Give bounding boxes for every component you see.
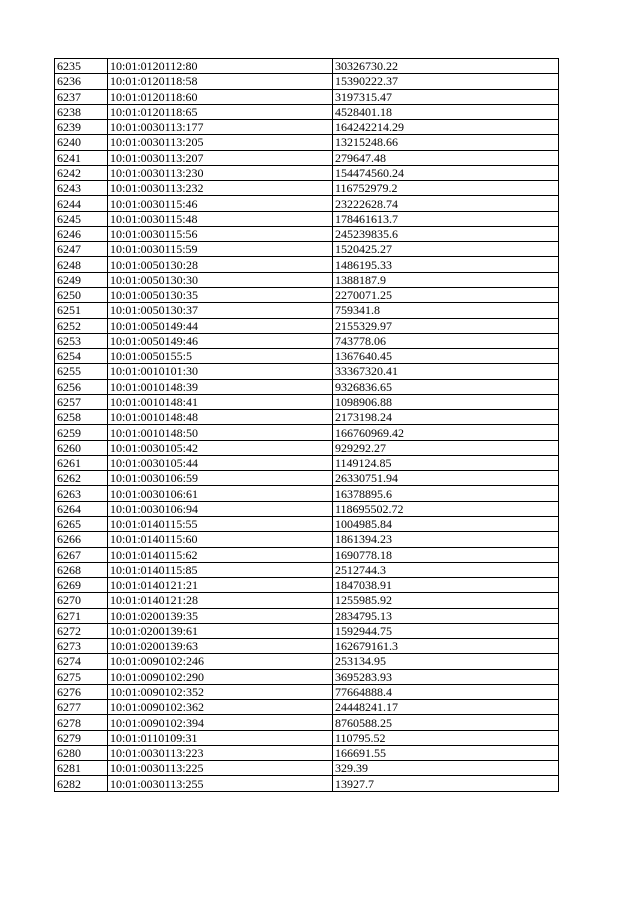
table-row	[55, 226, 559, 241]
row-number-cell: 6236	[55, 74, 108, 89]
table-row	[55, 440, 559, 455]
row-number-cell: 6269	[55, 578, 108, 593]
value-cell: 2270071.25	[333, 287, 559, 302]
value-cell: 154474560.24	[333, 165, 559, 180]
table-row	[55, 761, 559, 776]
table-row	[55, 74, 559, 89]
cadastral-number-cell: 10:01:0030113:223	[108, 745, 333, 760]
row-number-cell: 6264	[55, 501, 108, 516]
table-row	[55, 135, 559, 150]
cadastral-number-cell: 10:01:0200139:63	[108, 639, 333, 654]
cadastral-number-cell: 10:01:0030113:230	[108, 165, 333, 180]
row-number-cell: 6255	[55, 364, 108, 379]
row-number-cell: 6238	[55, 104, 108, 119]
cadastral-number-cell: 10:01:0030113:205	[108, 135, 333, 150]
cadastral-number-cell: 10:01:0200139:35	[108, 608, 333, 623]
row-number-cell: 6242	[55, 165, 108, 180]
cadastral-number-cell: 10:01:0030115:46	[108, 196, 333, 211]
table-row	[55, 547, 559, 562]
table-row	[55, 211, 559, 226]
value-cell: 3197315.47	[333, 89, 559, 104]
cadastral-number-cell: 10:01:0010148:41	[108, 394, 333, 409]
row-number-cell: 6244	[55, 196, 108, 211]
cadastral-number-cell: 10:01:0050130:37	[108, 303, 333, 318]
table-row	[55, 700, 559, 715]
row-number-cell: 6239	[55, 120, 108, 135]
table-row	[55, 776, 559, 791]
value-cell: 279647.48	[333, 150, 559, 165]
row-number-cell: 6259	[55, 425, 108, 440]
row-number-cell: 6256	[55, 379, 108, 394]
value-cell: 1149124.85	[333, 455, 559, 470]
row-number-cell: 6235	[55, 59, 108, 74]
table-row	[55, 120, 559, 135]
value-cell: 164242214.29	[333, 120, 559, 135]
row-number-cell: 6252	[55, 318, 108, 333]
table-row	[55, 287, 559, 302]
value-cell: 16378895.6	[333, 486, 559, 501]
cadastral-number-cell: 10:01:0010148:50	[108, 425, 333, 440]
table-row	[55, 623, 559, 638]
row-number-cell: 6251	[55, 303, 108, 318]
cadastral-number-cell: 10:01:0050149:46	[108, 333, 333, 348]
table-row	[55, 394, 559, 409]
value-cell: 1592944.75	[333, 623, 559, 638]
value-cell: 2173198.24	[333, 410, 559, 425]
cadastral-number-cell: 10:01:0140121:28	[108, 593, 333, 608]
cadastral-number-cell: 10:01:0050130:35	[108, 287, 333, 302]
cadastral-number-cell: 10:01:0030106:94	[108, 501, 333, 516]
table-row	[55, 165, 559, 180]
cadastral-number-cell: 10:01:0200139:61	[108, 623, 333, 638]
value-cell: 1861394.23	[333, 532, 559, 547]
value-cell: 178461613.7	[333, 211, 559, 226]
cadastral-number-cell: 10:01:0010148:48	[108, 410, 333, 425]
cadastral-number-cell: 10:01:0030115:56	[108, 226, 333, 241]
cadastral-number-cell: 10:01:0030113:255	[108, 776, 333, 791]
cadastral-number-cell: 10:01:0010148:39	[108, 379, 333, 394]
row-number-cell: 6257	[55, 394, 108, 409]
cadastral-number-cell: 10:01:0030106:61	[108, 486, 333, 501]
value-cell: 26330751.94	[333, 471, 559, 486]
table-row	[55, 486, 559, 501]
table-row	[55, 516, 559, 531]
table-row	[55, 333, 559, 348]
value-cell: 759341.8	[333, 303, 559, 318]
cadastral-number-cell: 10:01:0030113:225	[108, 761, 333, 776]
cadastral-number-cell: 10:01:0010101:30	[108, 364, 333, 379]
row-number-cell: 6272	[55, 623, 108, 638]
value-cell: 245239835.6	[333, 226, 559, 241]
table-row	[55, 303, 559, 318]
table-row	[55, 272, 559, 287]
table-row	[55, 150, 559, 165]
row-number-cell: 6282	[55, 776, 108, 791]
table-row	[55, 669, 559, 684]
row-number-cell: 6246	[55, 226, 108, 241]
cadastral-number-cell: 10:01:0030105:44	[108, 455, 333, 470]
cadastral-number-cell: 10:01:0120118:58	[108, 74, 333, 89]
cadastral-number-cell: 10:01:0030105:42	[108, 440, 333, 455]
row-number-cell: 6253	[55, 333, 108, 348]
row-number-cell: 6247	[55, 242, 108, 257]
cadastral-number-cell: 10:01:0050130:30	[108, 272, 333, 287]
cadastral-number-cell: 10:01:0090102:362	[108, 700, 333, 715]
value-cell: 15390222.37	[333, 74, 559, 89]
row-number-cell: 6280	[55, 745, 108, 760]
table-row	[55, 578, 559, 593]
value-cell: 33367320.41	[333, 364, 559, 379]
table-row	[55, 684, 559, 699]
table-row	[55, 349, 559, 364]
row-number-cell: 6267	[55, 547, 108, 562]
data-table	[54, 58, 559, 792]
cadastral-number-cell: 10:01:0140121:21	[108, 578, 333, 593]
row-number-cell: 6277	[55, 700, 108, 715]
table-row	[55, 745, 559, 760]
cadastral-number-cell: 10:01:0030113:207	[108, 150, 333, 165]
value-cell: 116752979.2	[333, 181, 559, 196]
cadastral-number-cell: 10:01:0030113:177	[108, 120, 333, 135]
cadastral-number-cell: 10:01:0120112:80	[108, 59, 333, 74]
value-cell: 23222628.74	[333, 196, 559, 211]
value-cell: 1520425.27	[333, 242, 559, 257]
value-cell: 2512744.3	[333, 562, 559, 577]
table-row	[55, 318, 559, 333]
value-cell: 162679161.3	[333, 639, 559, 654]
value-cell: 1690778.18	[333, 547, 559, 562]
value-cell: 13215248.66	[333, 135, 559, 150]
row-number-cell: 6245	[55, 211, 108, 226]
cadastral-number-cell: 10:01:0090102:246	[108, 654, 333, 669]
cadastral-number-cell: 10:01:0050149:44	[108, 318, 333, 333]
table-row	[55, 501, 559, 516]
cadastral-number-cell: 10:01:0120118:65	[108, 104, 333, 119]
cadastral-number-cell: 10:01:0030113:232	[108, 181, 333, 196]
value-cell: 1367640.45	[333, 349, 559, 364]
row-number-cell: 6266	[55, 532, 108, 547]
row-number-cell: 6241	[55, 150, 108, 165]
value-cell: 4528401.18	[333, 104, 559, 119]
cadastral-number-cell: 10:01:0140115:60	[108, 532, 333, 547]
value-cell: 2155329.97	[333, 318, 559, 333]
row-number-cell: 6263	[55, 486, 108, 501]
value-cell: 118695502.72	[333, 501, 559, 516]
table-row	[55, 455, 559, 470]
value-cell: 1847038.91	[333, 578, 559, 593]
value-cell: 77664888.4	[333, 684, 559, 699]
table-row	[55, 196, 559, 211]
value-cell: 1388187.9	[333, 272, 559, 287]
table-row	[55, 181, 559, 196]
table-row	[55, 257, 559, 272]
value-cell: 13927.7	[333, 776, 559, 791]
cadastral-number-cell: 10:01:0140115:85	[108, 562, 333, 577]
table-row	[55, 59, 559, 74]
cadastral-number-cell: 10:01:0030115:48	[108, 211, 333, 226]
value-cell: 1098906.88	[333, 394, 559, 409]
value-cell: 166760969.42	[333, 425, 559, 440]
table-row	[55, 562, 559, 577]
table-row	[55, 593, 559, 608]
cadastral-number-cell: 10:01:0140115:55	[108, 516, 333, 531]
cadastral-number-cell: 10:01:0030106:59	[108, 471, 333, 486]
value-cell: 1004985.84	[333, 516, 559, 531]
row-number-cell: 6281	[55, 761, 108, 776]
cadastral-number-cell: 10:01:0050155:5	[108, 349, 333, 364]
table-row	[55, 379, 559, 394]
row-number-cell: 6243	[55, 181, 108, 196]
value-cell: 9326836.65	[333, 379, 559, 394]
row-number-cell: 6240	[55, 135, 108, 150]
row-number-cell: 6258	[55, 410, 108, 425]
value-cell: 8760588.25	[333, 715, 559, 730]
table-row	[55, 730, 559, 745]
cadastral-number-cell: 10:01:0030115:59	[108, 242, 333, 257]
row-number-cell: 6261	[55, 455, 108, 470]
row-number-cell: 6276	[55, 684, 108, 699]
value-cell: 2834795.13	[333, 608, 559, 623]
value-cell: 166691.55	[333, 745, 559, 760]
table-row	[55, 532, 559, 547]
table-row	[55, 654, 559, 669]
cadastral-number-cell: 10:01:0090102:290	[108, 669, 333, 684]
row-number-cell: 6279	[55, 730, 108, 745]
value-cell: 1255985.92	[333, 593, 559, 608]
table-row	[55, 242, 559, 257]
table-row	[55, 104, 559, 119]
value-cell: 929292.27	[333, 440, 559, 455]
table-row	[55, 639, 559, 654]
value-cell: 3695283.93	[333, 669, 559, 684]
row-number-cell: 6260	[55, 440, 108, 455]
row-number-cell: 6249	[55, 272, 108, 287]
value-cell: 253134.95	[333, 654, 559, 669]
row-number-cell: 6274	[55, 654, 108, 669]
cadastral-number-cell: 10:01:0090102:352	[108, 684, 333, 699]
cadastral-number-cell: 10:01:0050130:28	[108, 257, 333, 272]
table-body	[55, 59, 559, 792]
table-row	[55, 425, 559, 440]
row-number-cell: 6268	[55, 562, 108, 577]
value-cell: 110795.52	[333, 730, 559, 745]
row-number-cell: 6237	[55, 89, 108, 104]
table-row	[55, 471, 559, 486]
cadastral-number-cell: 10:01:0120118:60	[108, 89, 333, 104]
row-number-cell: 6262	[55, 471, 108, 486]
value-cell: 743778.06	[333, 333, 559, 348]
row-number-cell: 6254	[55, 349, 108, 364]
row-number-cell: 6250	[55, 287, 108, 302]
row-number-cell: 6265	[55, 516, 108, 531]
cadastral-number-cell: 10:01:0090102:394	[108, 715, 333, 730]
value-cell: 1486195.33	[333, 257, 559, 272]
value-cell: 30326730.22	[333, 59, 559, 74]
row-number-cell: 6275	[55, 669, 108, 684]
table-row	[55, 410, 559, 425]
row-number-cell: 6273	[55, 639, 108, 654]
value-cell: 24448241.17	[333, 700, 559, 715]
value-cell: 329.39	[333, 761, 559, 776]
cadastral-number-cell: 10:01:0140115:62	[108, 547, 333, 562]
row-number-cell: 6278	[55, 715, 108, 730]
row-number-cell: 6270	[55, 593, 108, 608]
table-row	[55, 608, 559, 623]
table-row	[55, 89, 559, 104]
table-row	[55, 715, 559, 730]
row-number-cell: 6271	[55, 608, 108, 623]
row-number-cell: 6248	[55, 257, 108, 272]
table-row	[55, 364, 559, 379]
cadastral-number-cell: 10:01:0110109:31	[108, 730, 333, 745]
